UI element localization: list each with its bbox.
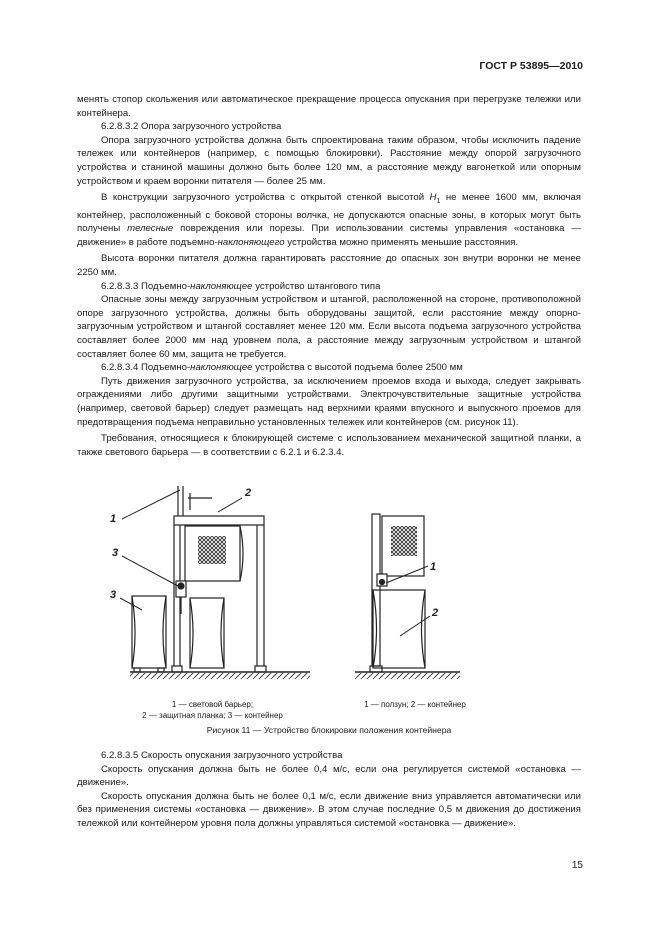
- section-heading: 6.2.8.3.4 Подъемно-наклоняющее устройства с высотой подъема более 2500 мм: [101, 362, 463, 374]
- figure-11: [110, 486, 530, 704]
- text-block-top: [77, 93, 581, 459]
- label-1-right: 1: [430, 561, 437, 573]
- left-drawing: [120, 486, 310, 679]
- page-number: 15: [571, 860, 583, 871]
- label-3-top: 1: [110, 513, 117, 525]
- paragraph: менять стопор скольжения или автоматическое прекращение процесса опускания при перегрузке тележки или контейнера.: [77, 94, 581, 119]
- paragraph: Высота воронки питателя должна гарантировать расстояние до опасных зон внутри воронки не менее 2250 мм.: [77, 253, 581, 279]
- text-block-bottom: [77, 749, 581, 831]
- paragraph: Путь движения загрузочного устройства, за исключением проемов входа и выхода, следует закрывать ограждениями либо другими защитными устройствами. Электрочувствительные защитные устройства (например, световой барьер) следует размещать над верхними краями впускного и выпускного проемов для предотвращения подъема неправильно установленных тележек или контейнеров (см. рисунок 11).: [77, 375, 581, 428]
- label-3-bottom: 3: [110, 589, 117, 601]
- section-heading: 6.2.8.3.5 Скорость опускания загрузочного устройства: [101, 750, 343, 761]
- document-id: ГОСТ Р 53895—2010: [479, 60, 583, 72]
- section-heading: 6.2.8.3.2 Опора загрузочного устройства: [101, 121, 282, 133]
- label-2-left: 3: [112, 547, 119, 559]
- paragraph: Скорость опускания должна быть не более 0,4 м/с, если она регулируется системой «остановка — движение».: [77, 763, 581, 789]
- paragraph: В конструкции загрузочного устройства с открытой стенкой высотой $H_1$ не менее 1600 мм, включая контейнер, расположенный с боковой стороны волчка, не допускаются опасные зоны, в которых могут быть получены телесные повреждения или порезы. При использовании системы управления «остановка — движение» в работе подъемно-наклоняющего устройства можно применять меньшие расстояния.: [77, 192, 581, 248]
- figure-legend-left: 1 — световой барьер; 2 — защитная планка; 3 — контейнер: [142, 700, 283, 720]
- label-1-left: 2: [245, 487, 252, 499]
- figure-title: Рисунок 11 — Устройство блокировки положения контейнера: [206, 725, 452, 735]
- figure-drawing: [110, 486, 530, 704]
- figure-legend-right: 1 — ползун; 2 — контейнер: [364, 700, 466, 709]
- paragraph: Опора загрузочного устройства должна быть спроектирована таким образом, чтобы исключить падение тележек или контейнеров (например, с помощью блокировки). Расстояние между опорой загрузочного устройства и станиной машины должно быть более 120 мм, а расстояние между вагонеткой или опорным устройством и краем воронки питателя — более 25 мм.: [77, 134, 581, 187]
- paragraph: Требования, относящиеся к блокирующей системе с использованием механической защитной планки, а также светового барьера — в соответствии с 6.2.1 и 6.2.3.4.: [77, 433, 581, 458]
- paragraph: Опасные зоны между загрузочным устройством и штангой, расположенной на стороне, противоположной опоре загрузочного устройства, должны быть оборудованы защитой, если расстояние между опорно-загрузочным устройством и штангой составляет менее 120 мм. Если высота подъема загрузочного устройства составляет более 2000 мм над уровнем пола, а расстояние между загрузочным устройством и штангой составляет более 60 мм, защита не требуется.: [77, 294, 581, 360]
- right-drawing: [355, 514, 460, 679]
- paragraph: Скорость опускания должна быть не более 0,1 м/с, если движение вниз управляется автоматически или без применения системы «остановка — движение». В этом случае последние 0,5 м движения до достижения тележкой или контейнером уровня пола должны управляться системой «остановка — движение».: [77, 790, 581, 829]
- section-heading: 6.2.8.3.3 Подъемно-наклоняющее устройство штангового типа: [101, 280, 381, 292]
- symbol-h: H: [429, 192, 437, 204]
- label-2-right: 2: [432, 607, 439, 619]
